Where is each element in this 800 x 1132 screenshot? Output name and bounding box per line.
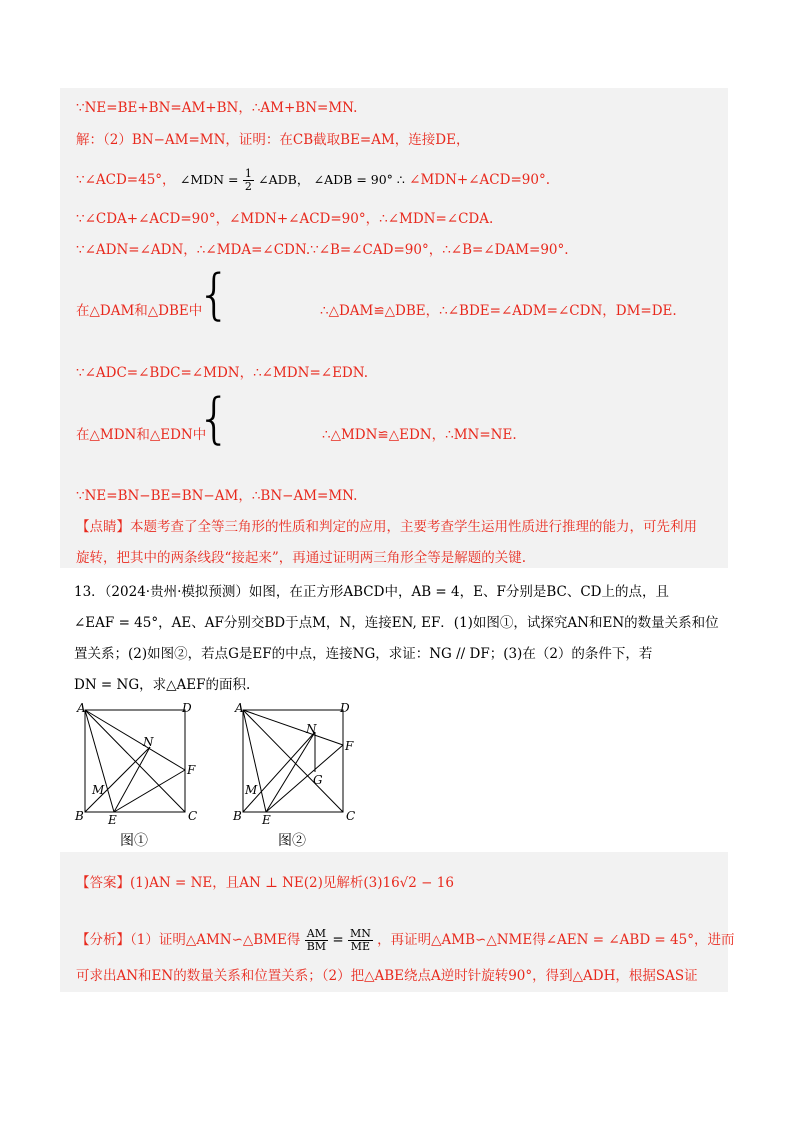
line3-part-a: ∵∠ACD=45°， [76,172,176,188]
problem-line-3: 置关系；(2)如图②，若点G是EF的中点，连接NG，求证：NG // DF；(3)在（2）的条件下，若 [74,646,653,662]
system-brace-1: { [197,263,232,326]
fig1-label-d: D [182,701,192,715]
fig2-label-c: C [346,809,356,823]
solution-line-1: ∵NE=BE+BN=AM+BN，∴AM+BN=MN. [76,100,358,116]
fig2-label-n: N [306,722,317,736]
figure-2-caption: 图② [278,833,306,849]
answer-line: 【答案】(1)AN = NE，且AN ⊥ NE(2)见解析(3)16√2 − 16 [76,875,454,891]
fraction-equals: = [332,932,344,948]
line3-part-c: ∠ADB， [258,172,310,187]
fig1-label-n: N [143,735,154,749]
key-point-line-1: 【点睛】本题考查了全等三角形的性质和判定的应用，主要考查学生运用性质进行推理的能力，可先利用 [76,519,697,535]
system-brace-2: { [197,387,232,450]
analysis-part-b: ，再证明△AMB∽△NME得∠AEN = ∠ABD = 45°，进而 [377,932,735,948]
line3-part-e: ∠MDN+∠ACD=90°. [409,172,550,188]
fig2-line-af [243,710,343,745]
problem-line-4: DN = NG，求△AEF的面积. [74,677,251,693]
line3-part-d: ∠ADB = 90° ∴ [313,172,405,187]
figure-1-caption: 图① [120,833,148,849]
fraction-am-bm: $\frac{AM}{BM}$ [306,927,327,953]
fig2-label-a: A [235,701,244,715]
fig2-line-en [266,732,315,812]
solution-line-5: ∵∠ADN=∠ADN，∴∠MDA=∠CDN.∵∠B=∠CAD=90°，∴∠B=∠DAM=90°. [76,242,569,258]
solution-line-6a: 在△DAM和△DBE中 [76,303,203,319]
solution-line-7: ∵∠ADC=∠BDC=∠MDN，∴∠MDN=∠EDN. [76,365,368,381]
analysis-line-2: 可求出AN和EN的数量关系和位置关系；（2）把△ABE绕点A逆时针旋转90°，得到△ADH，根据SAS证 [76,968,698,984]
problem-line-1: 13．（2024·贵州·模拟预测）如图，在正方形ABCD中，AB = 4，E、F分别是BC、CD上的点，且 [74,584,669,600]
solution-line-6b: ∴△DAM≌△DBE，∴∠BDE=∠ADM=∠CDN，DM=DE. [320,303,677,319]
solution-line-2: 解：（2）BN−AM=MN，证明：在CB截取BE=AM，连接DE， [76,132,470,148]
line3-part-b: ∠MDN = [179,172,239,187]
fig2-label-d: D [340,701,350,715]
fig2-label-m: M [245,783,258,797]
solution-line-3 [76,168,550,193]
fig1-label-f: F [187,763,196,777]
fig1-label-m: M [92,783,105,797]
fig1-label-e: E [108,813,117,825]
solution-line-8a: 在△MDN和△EDN中 [76,427,207,443]
fig2-diagonal-bd [243,710,343,812]
key-point-line-2: 旋转，把其中的两条线段“接起来”，再通过证明两三角形全等是解题的关键. [76,550,527,566]
figure-2-diagram [228,700,363,825]
solution-line-8b: ∴△MDN≌△EDN，∴MN=NE. [322,427,517,443]
fig2-line-ef [266,745,343,812]
fig1-label-a: A [77,701,86,715]
fig2-label-f: F [345,739,354,753]
fig1-line-en [114,747,150,812]
half-fraction: $\frac{1}{2}$ [244,167,252,193]
figure-1-diagram [70,700,205,825]
solution-line-4: ∵∠CDA+∠ACD=90°，∠MDN+∠ACD=90°，∴∠MDN=∠CDA. [76,211,494,227]
analysis-line-1 [76,928,734,953]
fraction-mn-me: $\frac{MN}{ME}$ [349,927,371,953]
solution-line-9: ∵NE=BN−BE=BN−AM，∴BN−AM=MN. [76,488,358,504]
fig1-diagonal-bd-segment [85,747,150,812]
fig2-label-b: B [233,809,242,823]
analysis-part-a: 【分析】（1）证明△AMN∽△BME得 [76,932,301,948]
fig2-label-g: G [313,773,323,787]
fig2-label-e: E [262,813,271,825]
fig1-label-b: B [75,809,84,823]
problem-line-2: ∠EAF = 45°，AE、AF分别交BD于点M，N，连接EN, EF．(1)如图①，试探究AN和EN的数量关系和位 [74,615,719,631]
fig1-label-c: C [188,809,198,823]
